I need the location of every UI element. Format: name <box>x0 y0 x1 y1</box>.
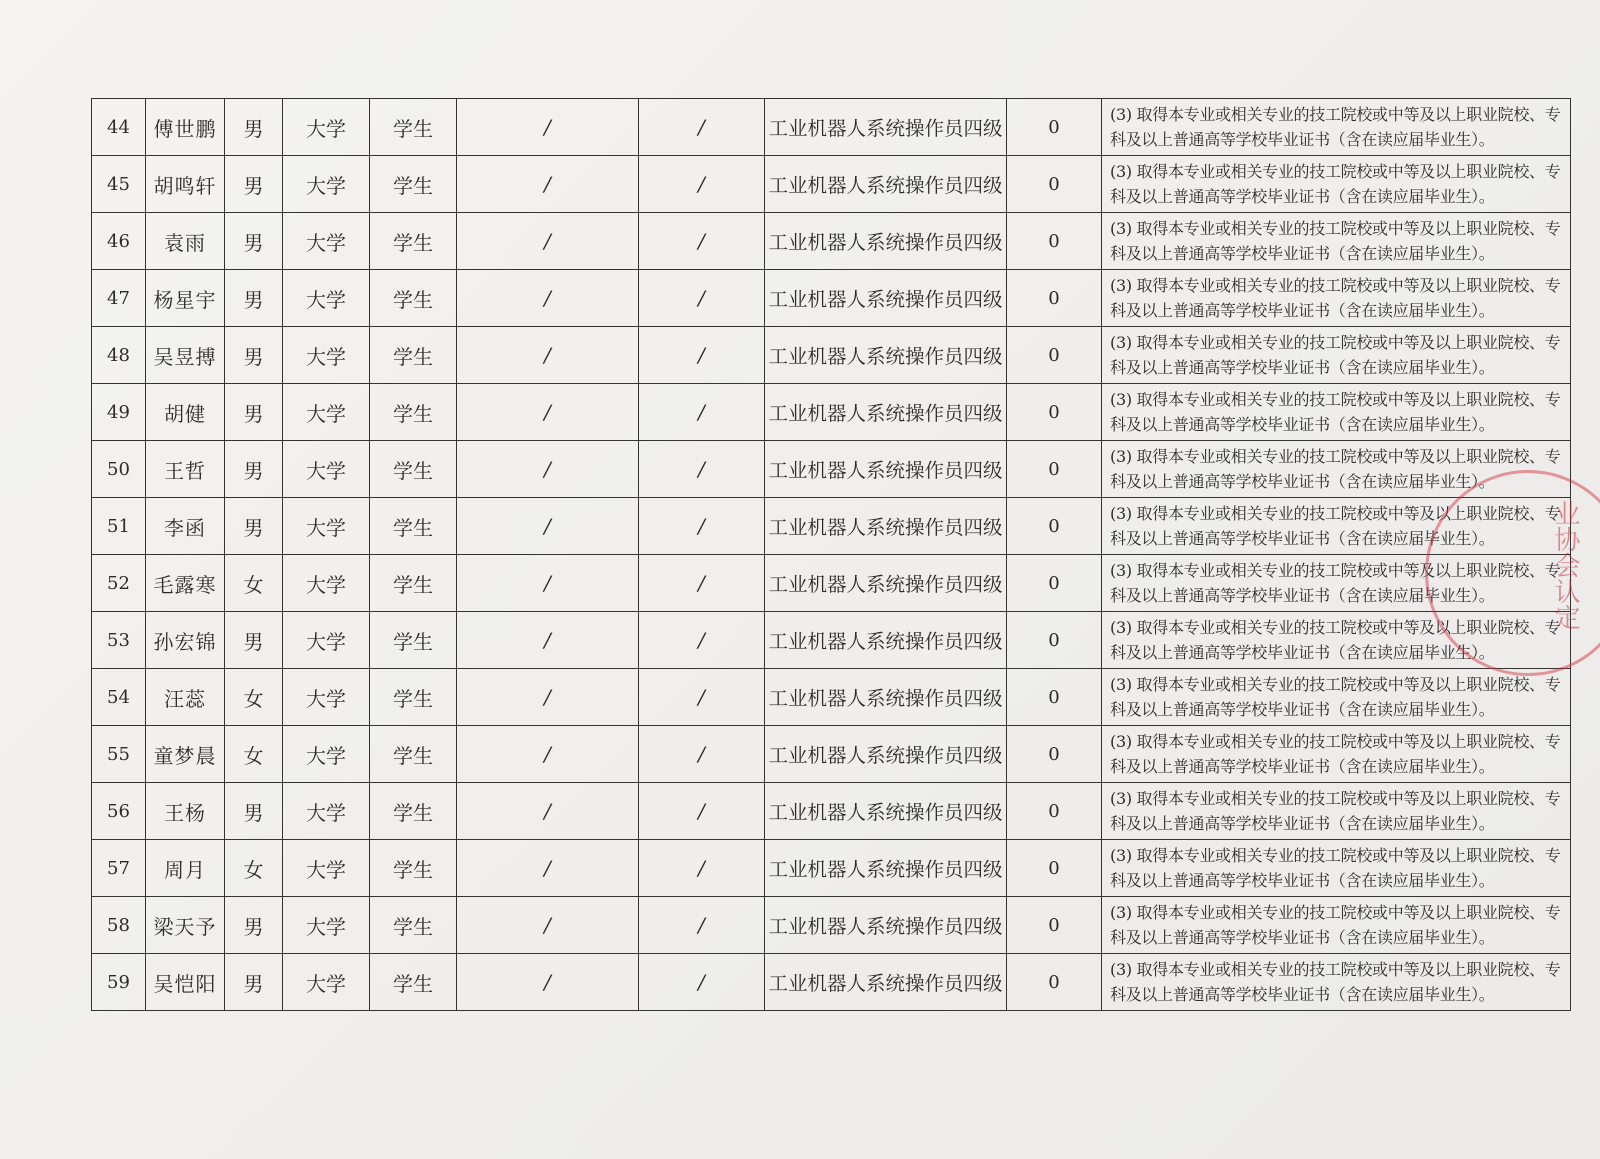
cell-blank-slash: / <box>457 498 639 555</box>
cell-condition: (3) 取得本专业或相关专业的技工院校或中等及以上职业院校、专科及以上普通高等学校毕业证书（含在读应届毕业生）。 <box>1102 270 1571 327</box>
cell-gender: 男 <box>225 954 283 1011</box>
cell-condition: (3) 取得本专业或相关专业的技工院校或中等及以上职业院校、专科及以上普通高等学校毕业证书（含在读应届毕业生）。 <box>1102 726 1571 783</box>
cell-job-title: 工业机器人系统操作员四级 <box>765 327 1007 384</box>
cell-row-number: 59 <box>92 954 146 1011</box>
cell-row-number: 47 <box>92 270 146 327</box>
cell-years: 0 <box>1007 555 1102 612</box>
cell-years: 0 <box>1007 954 1102 1011</box>
cell-education: 大学 <box>283 669 370 726</box>
cell-years: 0 <box>1007 498 1102 555</box>
table-row <box>92 99 1571 156</box>
table-row <box>92 555 1571 612</box>
cell-blank-slash: / <box>639 213 765 270</box>
cell-occupation: 学生 <box>370 612 457 669</box>
cell-blank-slash: / <box>457 384 639 441</box>
cell-education: 大学 <box>283 213 370 270</box>
cell-condition: (3) 取得本专业或相关专业的技工院校或中等及以上职业院校、专科及以上普通高等学校毕业证书（含在读应届毕业生）。 <box>1102 327 1571 384</box>
cell-condition: (3) 取得本专业或相关专业的技工院校或中等及以上职业院校、专科及以上普通高等学校毕业证书（含在读应届毕业生）。 <box>1102 612 1571 669</box>
cell-row-number: 57 <box>92 840 146 897</box>
cell-occupation: 学生 <box>370 213 457 270</box>
cell-gender: 男 <box>225 498 283 555</box>
cell-occupation: 学生 <box>370 669 457 726</box>
cell-blank-slash: / <box>639 99 765 156</box>
cell-blank-slash: / <box>457 270 639 327</box>
cell-name: 王杨 <box>146 783 225 840</box>
cell-blank-slash: / <box>457 669 639 726</box>
cell-job-title: 工业机器人系统操作员四级 <box>765 840 1007 897</box>
cell-years: 0 <box>1007 327 1102 384</box>
cell-years: 0 <box>1007 726 1102 783</box>
cell-job-title: 工业机器人系统操作员四级 <box>765 441 1007 498</box>
cell-education: 大学 <box>283 156 370 213</box>
cell-gender: 女 <box>225 726 283 783</box>
cell-education: 大学 <box>283 270 370 327</box>
cell-name: 吴恺阳 <box>146 954 225 1011</box>
cell-occupation: 学生 <box>370 783 457 840</box>
cell-row-number: 53 <box>92 612 146 669</box>
cell-blank-slash: / <box>639 840 765 897</box>
cell-name: 童梦晨 <box>146 726 225 783</box>
cell-gender: 男 <box>225 156 283 213</box>
cell-job-title: 工业机器人系统操作员四级 <box>765 897 1007 954</box>
table-body <box>92 99 1571 1011</box>
cell-occupation: 学生 <box>370 840 457 897</box>
cell-name: 李函 <box>146 498 225 555</box>
cell-condition: (3) 取得本专业或相关专业的技工院校或中等及以上职业院校、专科及以上普通高等学校毕业证书（含在读应届毕业生）。 <box>1102 99 1571 156</box>
cell-gender: 男 <box>225 99 283 156</box>
cell-blank-slash: / <box>457 612 639 669</box>
cell-condition: (3) 取得本专业或相关专业的技工院校或中等及以上职业院校、专科及以上普通高等学校毕业证书（含在读应届毕业生）。 <box>1102 555 1571 612</box>
cell-occupation: 学生 <box>370 327 457 384</box>
cell-job-title: 工业机器人系统操作员四级 <box>765 612 1007 669</box>
cell-blank-slash: / <box>639 156 765 213</box>
cell-name: 毛露寒 <box>146 555 225 612</box>
cell-row-number: 58 <box>92 897 146 954</box>
cell-years: 0 <box>1007 213 1102 270</box>
cell-condition: (3) 取得本专业或相关专业的技工院校或中等及以上职业院校、专科及以上普通高等学校毕业证书（含在读应届毕业生）。 <box>1102 498 1571 555</box>
cell-condition: (3) 取得本专业或相关专业的技工院校或中等及以上职业院校、专科及以上普通高等学校毕业证书（含在读应届毕业生）。 <box>1102 897 1571 954</box>
cell-education: 大学 <box>283 726 370 783</box>
cell-job-title: 工业机器人系统操作员四级 <box>765 669 1007 726</box>
table-row <box>92 384 1571 441</box>
table-row <box>92 498 1571 555</box>
cell-gender: 男 <box>225 897 283 954</box>
cell-occupation: 学生 <box>370 384 457 441</box>
cell-job-title: 工业机器人系统操作员四级 <box>765 555 1007 612</box>
cell-occupation: 学生 <box>370 441 457 498</box>
cell-name: 汪蕊 <box>146 669 225 726</box>
cell-job-title: 工业机器人系统操作员四级 <box>765 384 1007 441</box>
cell-blank-slash: / <box>639 327 765 384</box>
cell-blank-slash: / <box>639 954 765 1011</box>
cell-row-number: 54 <box>92 669 146 726</box>
cell-blank-slash: / <box>639 270 765 327</box>
cell-blank-slash: / <box>457 783 639 840</box>
cell-condition: (3) 取得本专业或相关专业的技工院校或中等及以上职业院校、专科及以上普通高等学校毕业证书（含在读应届毕业生）。 <box>1102 156 1571 213</box>
cell-education: 大学 <box>283 555 370 612</box>
table-row <box>92 669 1571 726</box>
cell-name: 傅世鹏 <box>146 99 225 156</box>
cell-occupation: 学生 <box>370 897 457 954</box>
cell-name: 胡健 <box>146 384 225 441</box>
cell-row-number: 44 <box>92 99 146 156</box>
roster-table <box>91 98 1571 1011</box>
cell-gender: 女 <box>225 840 283 897</box>
cell-blank-slash: / <box>457 897 639 954</box>
cell-row-number: 51 <box>92 498 146 555</box>
cell-job-title: 工业机器人系统操作员四级 <box>765 954 1007 1011</box>
cell-blank-slash: / <box>457 954 639 1011</box>
cell-blank-slash: / <box>639 783 765 840</box>
cell-occupation: 学生 <box>370 954 457 1011</box>
cell-years: 0 <box>1007 783 1102 840</box>
cell-years: 0 <box>1007 612 1102 669</box>
cell-blank-slash: / <box>639 384 765 441</box>
cell-blank-slash: / <box>639 897 765 954</box>
table-row <box>92 783 1571 840</box>
table-row <box>92 897 1571 954</box>
cell-occupation: 学生 <box>370 156 457 213</box>
cell-job-title: 工业机器人系统操作员四级 <box>765 498 1007 555</box>
cell-education: 大学 <box>283 441 370 498</box>
cell-occupation: 学生 <box>370 99 457 156</box>
table-row <box>92 726 1571 783</box>
cell-name: 王哲 <box>146 441 225 498</box>
cell-gender: 男 <box>225 270 283 327</box>
cell-blank-slash: / <box>457 213 639 270</box>
cell-blank-slash: / <box>457 441 639 498</box>
cell-occupation: 学生 <box>370 498 457 555</box>
cell-education: 大学 <box>283 840 370 897</box>
cell-years: 0 <box>1007 441 1102 498</box>
cell-condition: (3) 取得本专业或相关专业的技工院校或中等及以上职业院校、专科及以上普通高等学校毕业证书（含在读应届毕业生）。 <box>1102 213 1571 270</box>
cell-gender: 男 <box>225 384 283 441</box>
cell-education: 大学 <box>283 783 370 840</box>
cell-years: 0 <box>1007 156 1102 213</box>
cell-job-title: 工业机器人系统操作员四级 <box>765 156 1007 213</box>
cell-years: 0 <box>1007 384 1102 441</box>
table-row <box>92 840 1571 897</box>
cell-gender: 男 <box>225 612 283 669</box>
cell-occupation: 学生 <box>370 270 457 327</box>
cell-blank-slash: / <box>639 555 765 612</box>
cell-education: 大学 <box>283 384 370 441</box>
table-row <box>92 270 1571 327</box>
cell-job-title: 工业机器人系统操作员四级 <box>765 99 1007 156</box>
cell-education: 大学 <box>283 99 370 156</box>
cell-years: 0 <box>1007 99 1102 156</box>
cell-blank-slash: / <box>457 840 639 897</box>
cell-row-number: 52 <box>92 555 146 612</box>
cell-row-number: 45 <box>92 156 146 213</box>
cell-blank-slash: / <box>639 669 765 726</box>
cell-gender: 男 <box>225 783 283 840</box>
cell-blank-slash: / <box>639 612 765 669</box>
table-row <box>92 954 1571 1011</box>
cell-condition: (3) 取得本专业或相关专业的技工院校或中等及以上职业院校、专科及以上普通高等学校毕业证书（含在读应届毕业生）。 <box>1102 954 1571 1011</box>
cell-years: 0 <box>1007 270 1102 327</box>
cell-blank-slash: / <box>457 327 639 384</box>
cell-name: 杨星宇 <box>146 270 225 327</box>
seal-text: 业协会认定 <box>1550 500 1580 630</box>
table-row <box>92 156 1571 213</box>
cell-job-title: 工业机器人系统操作员四级 <box>765 270 1007 327</box>
cell-education: 大学 <box>283 498 370 555</box>
cell-name: 梁天予 <box>146 897 225 954</box>
cell-blank-slash: / <box>457 726 639 783</box>
cell-blank-slash: / <box>639 726 765 783</box>
cell-condition: (3) 取得本专业或相关专业的技工院校或中等及以上职业院校、专科及以上普通高等学校毕业证书（含在读应届毕业生）。 <box>1102 840 1571 897</box>
cell-gender: 女 <box>225 555 283 612</box>
cell-row-number: 46 <box>92 213 146 270</box>
cell-job-title: 工业机器人系统操作员四级 <box>765 213 1007 270</box>
cell-occupation: 学生 <box>370 726 457 783</box>
cell-name: 孙宏锦 <box>146 612 225 669</box>
cell-condition: (3) 取得本专业或相关专业的技工院校或中等及以上职业院校、专科及以上普通高等学校毕业证书（含在读应届毕业生）。 <box>1102 783 1571 840</box>
cell-gender: 女 <box>225 669 283 726</box>
cell-occupation: 学生 <box>370 555 457 612</box>
cell-job-title: 工业机器人系统操作员四级 <box>765 726 1007 783</box>
cell-condition: (3) 取得本专业或相关专业的技工院校或中等及以上职业院校、专科及以上普通高等学校毕业证书（含在读应届毕业生）。 <box>1102 384 1571 441</box>
cell-education: 大学 <box>283 897 370 954</box>
cell-education: 大学 <box>283 954 370 1011</box>
cell-blank-slash: / <box>457 99 639 156</box>
cell-education: 大学 <box>283 612 370 669</box>
cell-gender: 男 <box>225 441 283 498</box>
cell-blank-slash: / <box>457 156 639 213</box>
cell-row-number: 56 <box>92 783 146 840</box>
cell-gender: 男 <box>225 213 283 270</box>
cell-job-title: 工业机器人系统操作员四级 <box>765 783 1007 840</box>
cell-years: 0 <box>1007 669 1102 726</box>
cell-condition: (3) 取得本专业或相关专业的技工院校或中等及以上职业院校、专科及以上普通高等学校毕业证书（含在读应届毕业生）。 <box>1102 441 1571 498</box>
table-row <box>92 612 1571 669</box>
cell-name: 周月 <box>146 840 225 897</box>
cell-blank-slash: / <box>639 441 765 498</box>
table-row <box>92 441 1571 498</box>
cell-name: 吴昱搏 <box>146 327 225 384</box>
cell-row-number: 48 <box>92 327 146 384</box>
cell-education: 大学 <box>283 327 370 384</box>
cell-blank-slash: / <box>457 555 639 612</box>
table-row <box>92 213 1571 270</box>
cell-condition: (3) 取得本专业或相关专业的技工院校或中等及以上职业院校、专科及以上普通高等学校毕业证书（含在读应届毕业生）。 <box>1102 669 1571 726</box>
cell-row-number: 50 <box>92 441 146 498</box>
cell-name: 袁雨 <box>146 213 225 270</box>
cell-blank-slash: / <box>639 498 765 555</box>
table-row <box>92 327 1571 384</box>
cell-row-number: 49 <box>92 384 146 441</box>
cell-years: 0 <box>1007 897 1102 954</box>
cell-years: 0 <box>1007 840 1102 897</box>
cell-gender: 男 <box>225 327 283 384</box>
cell-row-number: 55 <box>92 726 146 783</box>
cell-name: 胡鸣轩 <box>146 156 225 213</box>
